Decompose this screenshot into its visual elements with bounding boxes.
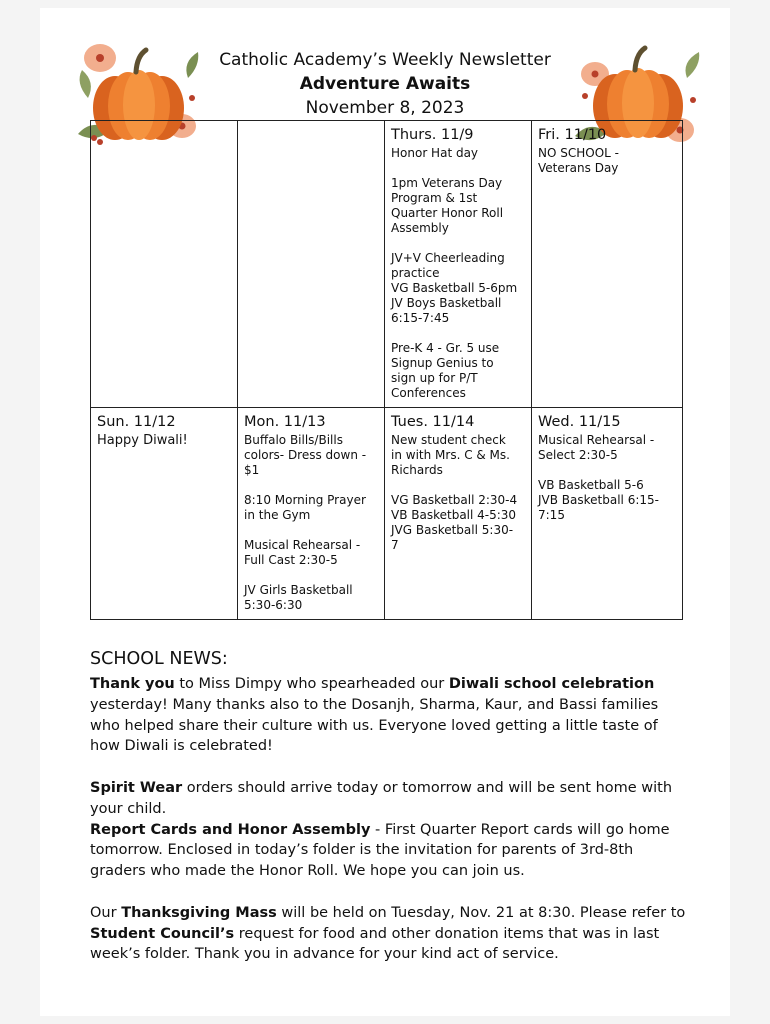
calendar-entry: Pre-K 4 - Gr. 5 use Signup Genius to sign up for P/T Conferences (391, 341, 500, 400)
newsletter-title: Catholic Academy’s Weekly Newsletter (219, 50, 551, 70)
news-heading: SCHOOL NEWS: (90, 649, 228, 669)
bold-text: Spirit Wear (90, 779, 183, 796)
calendar-cell-tuesday (385, 408, 532, 620)
body-text: to Miss Dimpy who spearheaded our (174, 676, 449, 692)
calendar-cell-empty (91, 121, 238, 408)
newsletter-header (40, 48, 730, 120)
news-paragraph-diwali (90, 674, 690, 757)
calendar-entry: Buffalo Bills/Bills colors- Dress down - $1 (244, 433, 367, 477)
body-text: will be held on Tuesday, Nov. 21 at 8:30. Please refer to (276, 904, 686, 921)
bold-text: Thank you (90, 676, 175, 692)
bold-text: Diwali school celebration (448, 676, 655, 692)
newsletter-date: November 8, 2023 (305, 98, 465, 118)
body-text: Our (90, 904, 122, 921)
calendar-entry: JV Girls Basketball 5:30-6:30 (244, 583, 353, 612)
newsletter-subtitle: Adventure Awaits (299, 74, 471, 94)
calendar-cell-sunday (91, 408, 238, 620)
calendar-cell-empty (238, 121, 385, 408)
day-title: Fri. 11/10 (538, 127, 607, 143)
calendar-entry: Honor Hat day (391, 146, 479, 160)
day-title: Wed. 11/15 (538, 414, 621, 430)
news-paragraph-thanksgiving (90, 903, 690, 965)
calendar-entry: Musical Rehearsal - Select 2:30-5 (538, 433, 655, 462)
weekly-calendar (90, 120, 683, 620)
body-text: request for food and other donation items that was in last week’s folder. Thank you in advance for your kind act of service. (90, 925, 660, 963)
day-title: Thurs. 11/9 (391, 127, 474, 143)
school-news (90, 648, 690, 965)
bold-text: Thanksgiving Mass (121, 904, 277, 921)
calendar-entry: 8:10 Morning Prayer in the Gym (244, 493, 366, 522)
newsletter-page (40, 8, 730, 1016)
news-paragraph-spirit-wear (90, 778, 690, 820)
calendar-row (91, 121, 683, 408)
bold-text: Student Council’s (90, 925, 235, 942)
calendar-cell-monday (238, 408, 385, 620)
bold-text: Report Cards and Honor Assembly (90, 821, 371, 838)
calendar-entry: VB Basketball 5-6 JVB Basketball 6:15- 7:15 (538, 478, 659, 522)
calendar-entry: New student check in with Mrs. C & Ms. Richards (391, 433, 510, 477)
calendar-entry: NO SCHOOL - Veterans Day (538, 146, 619, 175)
calendar-cell-friday (532, 121, 683, 408)
calendar-cell-thursday (385, 121, 532, 408)
body-text: yesterday! Many thanks also to the Dosanjh, Sharma, Kaur, and Bassi families who helped share their culture with us. Everyone loved getting a little taste of how Diwali is celebrated! (90, 696, 659, 755)
calendar-row (91, 408, 683, 620)
body-text: orders should arrive today or tomorrow and will be sent home with your child. (90, 779, 673, 817)
day-title: Sun. 11/12 (97, 414, 176, 430)
calendar-entry: VG Basketball 2:30-4 VB Basketball 4-5:30 JVG Basketball 5:30- 7 (391, 493, 518, 552)
calendar-cell-wednesday (532, 408, 683, 620)
day-title: Tues. 11/14 (391, 414, 475, 430)
calendar-entry: Musical Rehearsal - Full Cast 2:30-5 (244, 538, 361, 567)
calendar-entry: Happy Diwali! (97, 433, 188, 448)
body-text: - First Quarter Report cards will go home tomorrow. Enclosed in today’s folder is the invitation for parents of 3rd-8th graders who made the Honor Roll. We hope you can join us. (90, 821, 670, 880)
news-paragraph-report-cards (90, 820, 690, 882)
calendar-entry: JV+V Cheerleading practice VG Basketball 5-6pm JV Boys Basketball 6:15-7:45 (391, 251, 518, 325)
day-title: Mon. 11/13 (244, 414, 326, 430)
calendar-entry: 1pm Veterans Day Program & 1st Quarter Honor Roll Assembly (391, 176, 504, 235)
